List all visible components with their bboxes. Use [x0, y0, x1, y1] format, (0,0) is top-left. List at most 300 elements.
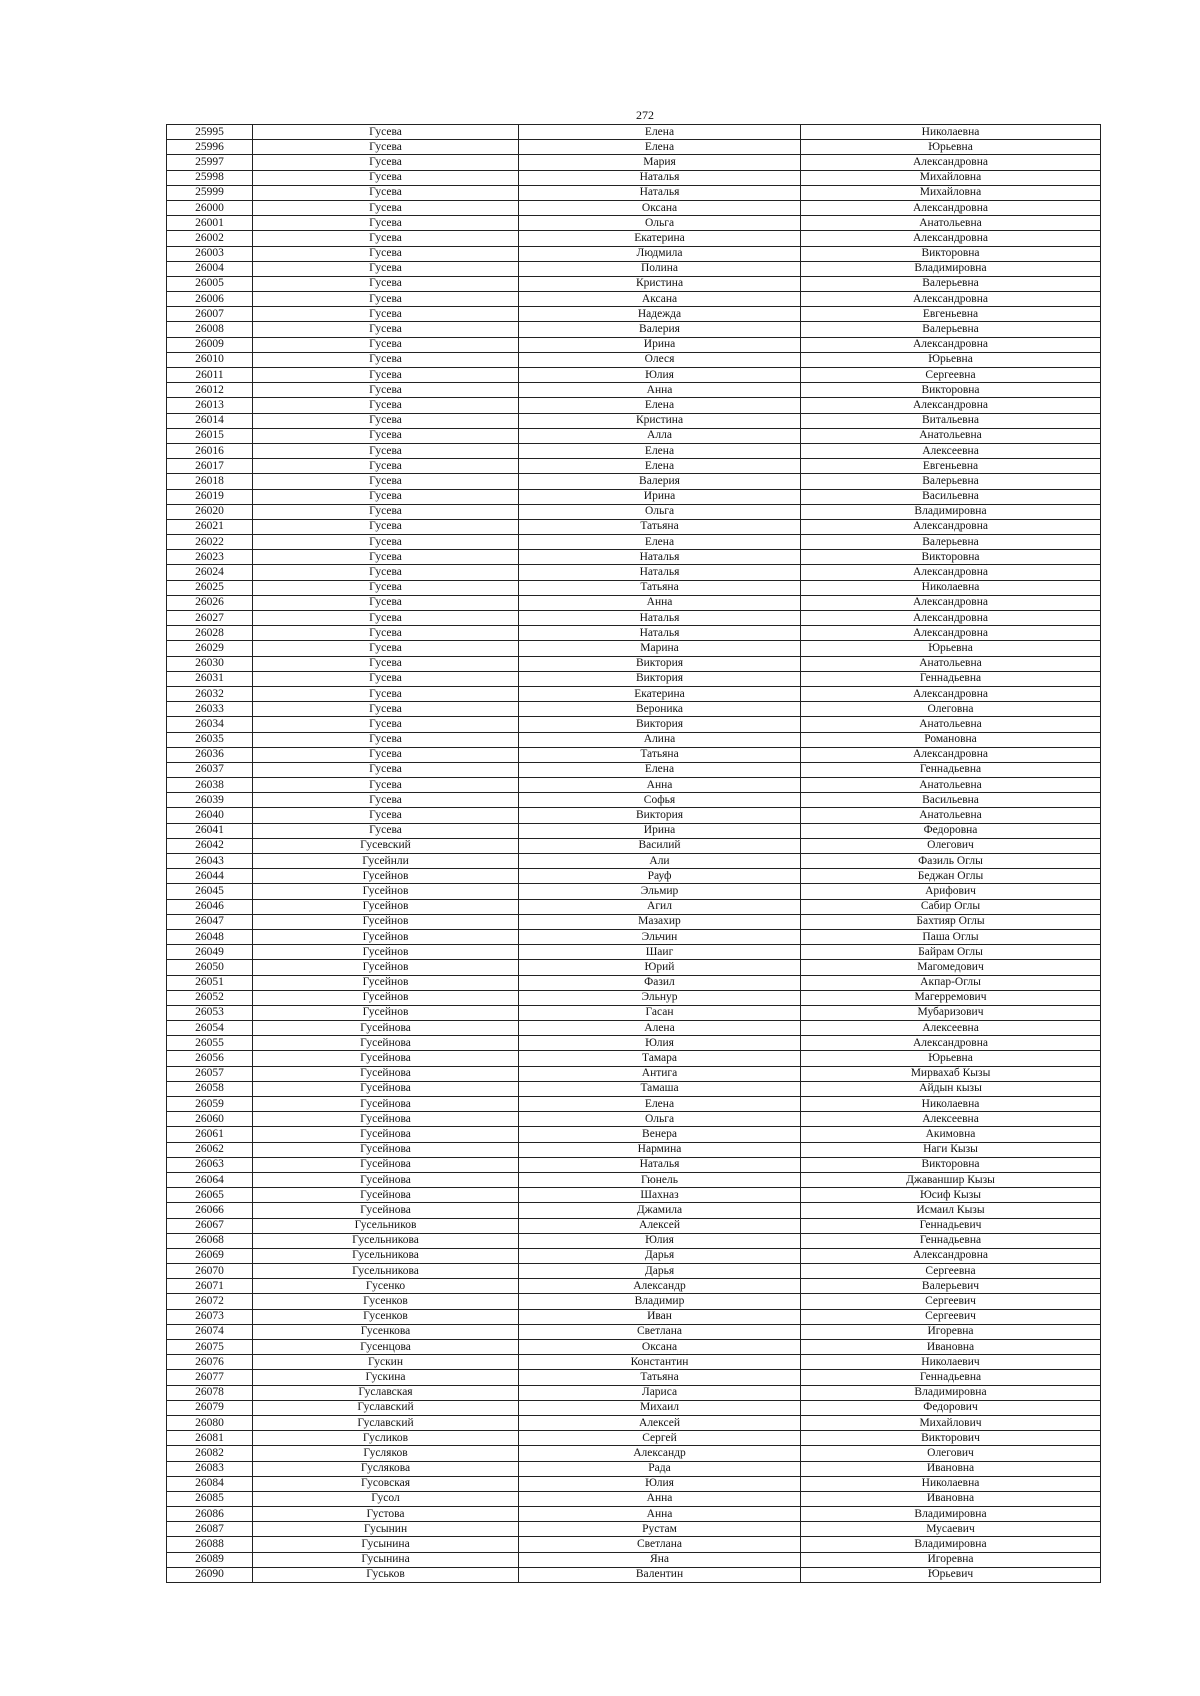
patronymic-cell: Николаевич [801, 1355, 1101, 1370]
last-name-cell: Гусол [253, 1491, 519, 1506]
patronymic-cell: Магомедович [801, 960, 1101, 975]
row-number-cell: 26034 [167, 717, 253, 732]
patronymic-cell: Анатольевна [801, 216, 1101, 231]
table-row [167, 823, 1101, 838]
patronymic-cell: Романовна [801, 732, 1101, 747]
first-name-cell: Наталья [519, 565, 801, 580]
row-number-cell: 26029 [167, 641, 253, 656]
last-name-cell: Гусева [253, 216, 519, 231]
first-name-cell: Яна [519, 1552, 801, 1567]
first-name-cell: Татьяна [519, 580, 801, 595]
row-number-cell: 26083 [167, 1461, 253, 1476]
first-name-cell: Елена [519, 459, 801, 474]
first-name-cell: Сергей [519, 1431, 801, 1446]
patronymic-cell: Федорович [801, 1400, 1101, 1415]
first-name-cell: Юлия [519, 1036, 801, 1051]
table-row [167, 368, 1101, 383]
first-name-cell: Али [519, 854, 801, 869]
first-name-cell: Надежда [519, 307, 801, 322]
first-name-cell: Эльмир [519, 884, 801, 899]
last-name-cell: Гускина [253, 1370, 519, 1385]
first-name-cell: Юрий [519, 960, 801, 975]
last-name-cell: Гусева [253, 489, 519, 504]
row-number-cell: 26047 [167, 914, 253, 929]
row-number-cell: 26022 [167, 535, 253, 550]
table-row [167, 1051, 1101, 1066]
patronymic-cell: Владимировна [801, 504, 1101, 519]
row-number-cell: 26055 [167, 1036, 253, 1051]
table-row [167, 808, 1101, 823]
row-number-cell: 26033 [167, 702, 253, 717]
table-row [167, 1567, 1101, 1582]
first-name-cell: Антига [519, 1066, 801, 1081]
row-number-cell: 26078 [167, 1385, 253, 1400]
first-name-cell: Джамила [519, 1203, 801, 1218]
patronymic-cell: Валерьевна [801, 276, 1101, 291]
row-number-cell: 25999 [167, 185, 253, 200]
first-name-cell: Кристина [519, 413, 801, 428]
last-name-cell: Гусева [253, 671, 519, 686]
patronymic-cell: Олеговна [801, 702, 1101, 717]
last-name-cell: Гусева [253, 322, 519, 337]
patronymic-cell: Александровна [801, 155, 1101, 170]
patronymic-cell: Михайловна [801, 185, 1101, 200]
first-name-cell: Виктория [519, 671, 801, 686]
row-number-cell: 26028 [167, 626, 253, 641]
patronymic-cell: Анатольевна [801, 717, 1101, 732]
row-number-cell: 26054 [167, 1021, 253, 1036]
patronymic-cell: Васильевна [801, 793, 1101, 808]
first-name-cell: Виктория [519, 808, 801, 823]
row-number-cell: 26014 [167, 413, 253, 428]
last-name-cell: Гусляков [253, 1446, 519, 1461]
table-row [167, 611, 1101, 626]
row-number-cell: 26053 [167, 1005, 253, 1020]
first-name-cell: Ирина [519, 489, 801, 504]
patronymic-cell: Александровна [801, 595, 1101, 610]
table-row [167, 960, 1101, 975]
patronymic-cell: Александровна [801, 231, 1101, 246]
table-row [167, 671, 1101, 686]
row-number-cell: 26073 [167, 1309, 253, 1324]
patronymic-cell: Валерьевна [801, 535, 1101, 550]
table-row [167, 1157, 1101, 1172]
last-name-cell: Гусева [253, 519, 519, 534]
first-name-cell: Валерия [519, 322, 801, 337]
table-row [167, 899, 1101, 914]
last-name-cell: Гусева [253, 155, 519, 170]
table-row [167, 793, 1101, 808]
last-name-cell: Гусенкова [253, 1324, 519, 1339]
table-row [167, 1233, 1101, 1248]
row-number-cell: 26037 [167, 762, 253, 777]
last-name-cell: Гусева [253, 307, 519, 322]
table-row [167, 1340, 1101, 1355]
last-name-cell: Гусева [253, 762, 519, 777]
row-number-cell: 26012 [167, 383, 253, 398]
table-row [167, 1294, 1101, 1309]
last-name-cell: Гусева [253, 778, 519, 793]
table-row [167, 307, 1101, 322]
row-number-cell: 26056 [167, 1051, 253, 1066]
last-name-cell: Гусева [253, 383, 519, 398]
last-name-cell: Гусынин [253, 1522, 519, 1537]
table-row [167, 1188, 1101, 1203]
row-number-cell: 26074 [167, 1324, 253, 1339]
first-name-cell: Мазахир [519, 914, 801, 929]
first-name-cell: Александр [519, 1446, 801, 1461]
row-number-cell: 26058 [167, 1081, 253, 1096]
patronymic-cell: Евгеньевна [801, 459, 1101, 474]
table-row [167, 595, 1101, 610]
last-name-cell: Гусева [253, 276, 519, 291]
patronymic-cell: Викторовна [801, 550, 1101, 565]
patronymic-cell: Акпар-Оглы [801, 975, 1101, 990]
last-name-cell: Гусейнова [253, 1021, 519, 1036]
last-name-cell: Гуслякова [253, 1461, 519, 1476]
first-name-cell: Алла [519, 428, 801, 443]
patronymic-cell: Алексеевна [801, 443, 1101, 458]
row-number-cell: 26050 [167, 960, 253, 975]
last-name-cell: Гусовская [253, 1476, 519, 1491]
row-number-cell: 26060 [167, 1112, 253, 1127]
first-name-cell: Наталья [519, 185, 801, 200]
last-name-cell: Гусева [253, 413, 519, 428]
patronymic-cell: Фазиль Оглы [801, 854, 1101, 869]
patronymic-cell: Юрьевна [801, 641, 1101, 656]
patronymic-cell: Исмаил Кызы [801, 1203, 1101, 1218]
last-name-cell: Гусейнов [253, 960, 519, 975]
first-name-cell: Дарья [519, 1264, 801, 1279]
table-row [167, 1385, 1101, 1400]
row-number-cell: 26010 [167, 352, 253, 367]
first-name-cell: Наталья [519, 626, 801, 641]
first-name-cell: Анна [519, 383, 801, 398]
first-name-cell: Шаиг [519, 945, 801, 960]
last-name-cell: Гусева [253, 550, 519, 565]
first-name-cell: Полина [519, 261, 801, 276]
table-row [167, 398, 1101, 413]
table-row [167, 1097, 1101, 1112]
first-name-cell: Елена [519, 1097, 801, 1112]
first-name-cell: Фазил [519, 975, 801, 990]
first-name-cell: Юлия [519, 1476, 801, 1491]
patronymic-cell: Юрьевна [801, 1051, 1101, 1066]
patronymic-cell: Николаевна [801, 1476, 1101, 1491]
last-name-cell: Гуславская [253, 1385, 519, 1400]
table-row [167, 550, 1101, 565]
row-number-cell: 26085 [167, 1491, 253, 1506]
last-name-cell: Гусева [253, 702, 519, 717]
last-name-cell: Гусева [253, 246, 519, 261]
row-number-cell: 26035 [167, 732, 253, 747]
table-row [167, 535, 1101, 550]
table-row [167, 1172, 1101, 1187]
row-number-cell: 26079 [167, 1400, 253, 1415]
table-row [167, 1552, 1101, 1567]
patronymic-cell: Анатольевна [801, 428, 1101, 443]
patronymic-cell: Игоревна [801, 1324, 1101, 1339]
patronymic-cell: Александровна [801, 519, 1101, 534]
last-name-cell: Гусликов [253, 1431, 519, 1446]
row-number-cell: 26082 [167, 1446, 253, 1461]
registry-body [167, 125, 1101, 1583]
row-number-cell: 26070 [167, 1264, 253, 1279]
table-row [167, 1537, 1101, 1552]
patronymic-cell: Валерьевич [801, 1279, 1101, 1294]
first-name-cell: Валентин [519, 1567, 801, 1582]
first-name-cell: Людмила [519, 246, 801, 261]
first-name-cell: Кристина [519, 276, 801, 291]
last-name-cell: Гусейнов [253, 899, 519, 914]
row-number-cell: 26009 [167, 337, 253, 352]
patronymic-cell: Валерьевна [801, 322, 1101, 337]
table-row [167, 352, 1101, 367]
last-name-cell: Гусева [253, 504, 519, 519]
table-row [167, 1142, 1101, 1157]
patronymic-cell: Юрьевич [801, 1567, 1101, 1582]
first-name-cell: Алена [519, 1021, 801, 1036]
last-name-cell: Гусева [253, 565, 519, 580]
last-name-cell: Гусельникова [253, 1264, 519, 1279]
first-name-cell: Гасан [519, 1005, 801, 1020]
row-number-cell: 26061 [167, 1127, 253, 1142]
table-row [167, 1370, 1101, 1385]
last-name-cell: Гусева [253, 717, 519, 732]
patronymic-cell: Евгеньевна [801, 307, 1101, 322]
last-name-cell: Гусева [253, 352, 519, 367]
patronymic-cell: Ивановна [801, 1340, 1101, 1355]
patronymic-cell: Александровна [801, 1248, 1101, 1263]
table-row [167, 686, 1101, 701]
first-name-cell: Ирина [519, 823, 801, 838]
last-name-cell: Гусельников [253, 1218, 519, 1233]
table-row [167, 125, 1101, 140]
first-name-cell: Тамаша [519, 1081, 801, 1096]
table-row [167, 216, 1101, 231]
row-number-cell: 26043 [167, 854, 253, 869]
patronymic-cell: Геннадьевна [801, 671, 1101, 686]
last-name-cell: Гусева [253, 732, 519, 747]
patronymic-cell: Геннадьевна [801, 1370, 1101, 1385]
last-name-cell: Гусейнли [253, 854, 519, 869]
last-name-cell: Гускин [253, 1355, 519, 1370]
patronymic-cell: Паша Оглы [801, 929, 1101, 944]
table-row [167, 1522, 1101, 1537]
first-name-cell: Наталья [519, 550, 801, 565]
last-name-cell: Гуславский [253, 1400, 519, 1415]
last-name-cell: Гусейнов [253, 990, 519, 1005]
table-row [167, 1218, 1101, 1233]
row-number-cell: 26042 [167, 838, 253, 853]
row-number-cell: 26049 [167, 945, 253, 960]
table-row [167, 580, 1101, 595]
table-row [167, 443, 1101, 458]
last-name-cell: Гусева [253, 580, 519, 595]
last-name-cell: Гусева [253, 656, 519, 671]
first-name-cell: Вероника [519, 702, 801, 717]
first-name-cell: Татьяна [519, 519, 801, 534]
table-row [167, 1248, 1101, 1263]
patronymic-cell: Владимировна [801, 1507, 1101, 1522]
row-number-cell: 26007 [167, 307, 253, 322]
table-row [167, 383, 1101, 398]
patronymic-cell: Беджан Оглы [801, 869, 1101, 884]
row-number-cell: 26016 [167, 443, 253, 458]
table-row [167, 1036, 1101, 1051]
first-name-cell: Михаил [519, 1400, 801, 1415]
patronymic-cell: Олегович [801, 1446, 1101, 1461]
patronymic-cell: Сергеевна [801, 368, 1101, 383]
row-number-cell: 26088 [167, 1537, 253, 1552]
last-name-cell: Гусева [253, 686, 519, 701]
patronymic-cell: Викторовна [801, 1157, 1101, 1172]
patronymic-cell: Сергеевич [801, 1309, 1101, 1324]
first-name-cell: Иван [519, 1309, 801, 1324]
row-number-cell: 26003 [167, 246, 253, 261]
row-number-cell: 26017 [167, 459, 253, 474]
first-name-cell: Константин [519, 1355, 801, 1370]
table-row [167, 1309, 1101, 1324]
first-name-cell: Анна [519, 1507, 801, 1522]
table-row [167, 914, 1101, 929]
last-name-cell: Гусейнова [253, 1142, 519, 1157]
first-name-cell: Дарья [519, 1248, 801, 1263]
row-number-cell: 26011 [167, 368, 253, 383]
first-name-cell: Наталья [519, 170, 801, 185]
row-number-cell: 26052 [167, 990, 253, 1005]
first-name-cell: Гюнель [519, 1172, 801, 1187]
table-row [167, 1005, 1101, 1020]
row-number-cell: 26024 [167, 565, 253, 580]
row-number-cell: 26038 [167, 778, 253, 793]
table-row [167, 869, 1101, 884]
first-name-cell: Елена [519, 443, 801, 458]
first-name-cell: Татьяна [519, 747, 801, 762]
last-name-cell: Гусева [253, 595, 519, 610]
table-row [167, 1400, 1101, 1415]
patronymic-cell: Байрам Оглы [801, 945, 1101, 960]
last-name-cell: Гусейнов [253, 1005, 519, 1020]
table-row [167, 1491, 1101, 1506]
table-row [167, 854, 1101, 869]
last-name-cell: Гусева [253, 261, 519, 276]
last-name-cell: Гусынина [253, 1537, 519, 1552]
last-name-cell: Гусева [253, 368, 519, 383]
last-name-cell: Гусейнова [253, 1172, 519, 1187]
first-name-cell: Виктория [519, 717, 801, 732]
table-row [167, 1066, 1101, 1081]
first-name-cell: Агил [519, 899, 801, 914]
row-number-cell: 26090 [167, 1567, 253, 1582]
patronymic-cell: Джаваншир Кызы [801, 1172, 1101, 1187]
table-row [167, 565, 1101, 580]
patronymic-cell: Сергеевна [801, 1264, 1101, 1279]
first-name-cell: Анна [519, 1491, 801, 1506]
patronymic-cell: Николаевна [801, 580, 1101, 595]
first-name-cell: Аксана [519, 292, 801, 307]
row-number-cell: 26086 [167, 1507, 253, 1522]
patronymic-cell: Арифович [801, 884, 1101, 899]
row-number-cell: 26065 [167, 1188, 253, 1203]
first-name-cell: Ольга [519, 504, 801, 519]
first-name-cell: Юлия [519, 1233, 801, 1248]
table-row [167, 929, 1101, 944]
first-name-cell: Виктория [519, 656, 801, 671]
table-row [167, 1021, 1101, 1036]
last-name-cell: Гусева [253, 474, 519, 489]
row-number-cell: 26051 [167, 975, 253, 990]
patronymic-cell: Акимовна [801, 1127, 1101, 1142]
patronymic-cell: Бахтияр Оглы [801, 914, 1101, 929]
table-row [167, 1081, 1101, 1096]
first-name-cell: Ольга [519, 1112, 801, 1127]
patronymic-cell: Наги Кызы [801, 1142, 1101, 1157]
last-name-cell: Гусева [253, 535, 519, 550]
first-name-cell: Алина [519, 732, 801, 747]
last-name-cell: Гуславский [253, 1415, 519, 1430]
table-row [167, 246, 1101, 261]
first-name-cell: Оксана [519, 1340, 801, 1355]
first-name-cell: Екатерина [519, 231, 801, 246]
patronymic-cell: Геннадьевна [801, 762, 1101, 777]
first-name-cell: Марина [519, 641, 801, 656]
row-number-cell: 26005 [167, 276, 253, 291]
last-name-cell: Гусейнова [253, 1051, 519, 1066]
first-name-cell: Елена [519, 535, 801, 550]
table-row [167, 1324, 1101, 1339]
last-name-cell: Гусейнов [253, 929, 519, 944]
row-number-cell: 26019 [167, 489, 253, 504]
row-number-cell: 26087 [167, 1522, 253, 1537]
patronymic-cell: Викторовна [801, 246, 1101, 261]
row-number-cell: 26040 [167, 808, 253, 823]
first-name-cell: Светлана [519, 1537, 801, 1552]
patronymic-cell: Николаевна [801, 125, 1101, 140]
patronymic-cell: Магерремович [801, 990, 1101, 1005]
last-name-cell: Гусейнова [253, 1036, 519, 1051]
last-name-cell: Гусенков [253, 1294, 519, 1309]
row-number-cell: 26069 [167, 1248, 253, 1263]
row-number-cell: 26045 [167, 884, 253, 899]
patronymic-cell: Геннадьевич [801, 1218, 1101, 1233]
last-name-cell: Гусейнов [253, 884, 519, 899]
first-name-cell: Ирина [519, 337, 801, 352]
row-number-cell: 26075 [167, 1340, 253, 1355]
patronymic-cell: Александровна [801, 611, 1101, 626]
last-name-cell: Гусева [253, 793, 519, 808]
table-row [167, 1264, 1101, 1279]
last-name-cell: Гусева [253, 200, 519, 215]
patronymic-cell: Мирвахаб Кызы [801, 1066, 1101, 1081]
patronymic-cell: Николаевна [801, 1097, 1101, 1112]
table-row [167, 1112, 1101, 1127]
row-number-cell: 26077 [167, 1370, 253, 1385]
table-row [167, 626, 1101, 641]
table-row [167, 140, 1101, 155]
patronymic-cell: Валерьевна [801, 474, 1101, 489]
row-number-cell: 26064 [167, 1172, 253, 1187]
patronymic-cell: Владимировна [801, 1537, 1101, 1552]
first-name-cell: Рауф [519, 869, 801, 884]
first-name-cell: Шахназ [519, 1188, 801, 1203]
patronymic-cell: Владимировна [801, 1385, 1101, 1400]
last-name-cell: Гусева [253, 611, 519, 626]
first-name-cell: Анна [519, 595, 801, 610]
registry-table [166, 124, 1101, 1583]
patronymic-cell: Александровна [801, 398, 1101, 413]
patronymic-cell: Васильевна [801, 489, 1101, 504]
